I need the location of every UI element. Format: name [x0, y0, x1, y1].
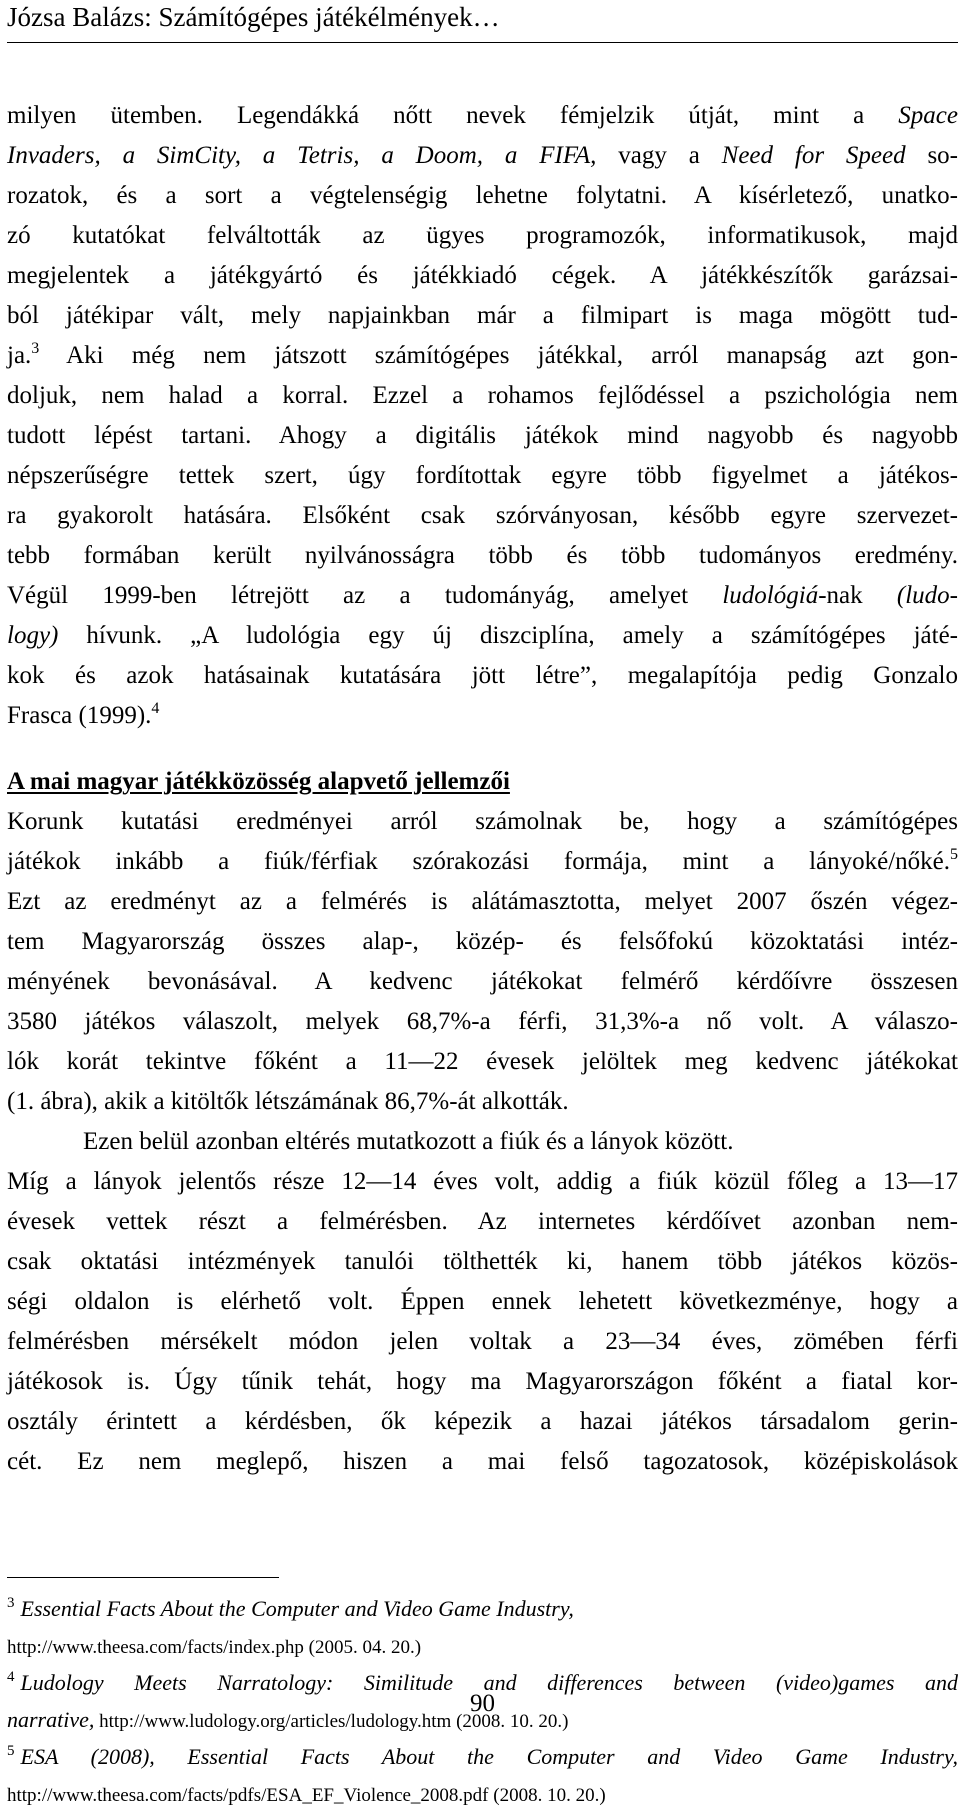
text-line: rozatok, és a sort a végtelenségig lehetne folytatni. A kísérletező, unatko- — [7, 182, 958, 209]
footnote-3 — [7, 1590, 958, 1627]
footnote-ref: 5 — [950, 846, 958, 863]
text-line: cét. Ez nem meglepő, hiszen a mai felső tagozatosok, középiskolások — [7, 1448, 958, 1475]
page-number: 90 — [470, 1690, 495, 1717]
document-page — [7, 0, 958, 1806]
footnote-ref: 3 — [31, 340, 40, 357]
text-line: játékosok is. Úgy tűnik tehát, hogy ma Magyarországon főként a fiatal kor- — [7, 1368, 958, 1395]
footnote-url[interactable]: http://www.theesa.com/facts/index.php (2005. 04. 20.) — [7, 1637, 422, 1658]
text-line: tudott lépést tartani. Ahogy a digitális játékok mind nagyobb és nagyobb — [7, 422, 958, 449]
text-line: ból játékipar vált, mely napjainkban már a filmipart is maga mögött tud- — [7, 302, 958, 329]
footnote-number: 5 — [7, 1743, 15, 1759]
footnote-url[interactable]: http://www.theesa.com/facts/pdfs/ESA_EF_Violence_2008.pdf (2008. 10. 20.) — [7, 1785, 606, 1806]
footnote-title: Essential Facts About the Computer and Video Game Industry, — [20, 1596, 574, 1621]
footnote-title: narrative, — [7, 1707, 95, 1732]
text-line: Frasca (1999).$^4$ — [7, 700, 160, 729]
text-line: ja.$^3$ Aki még nem játszott számítógépes játékkal, arról manapság azt gon- — [7, 340, 958, 369]
text-line: népszerűségre tettek szert, úgy fordítottak egyre több figyelmet a játékos- — [7, 462, 958, 489]
text-line: 3580 játékos válaszolt, melyek 68,7%-a férfi, 31,3%-a nő volt. A válaszo- — [7, 1008, 958, 1035]
footnote-title: ESA (2008), Essential Facts About the Computer and Video Game Industry, — [20, 1744, 958, 1769]
text-line: Végül 1999-ben létrejött az a tudományág, amelyet ludológiá-nak (ludo- — [7, 582, 958, 609]
footnote-number: 4 — [7, 1669, 15, 1685]
game-title: Need for Speed — [721, 142, 906, 169]
text-line: ra gyakorolt hatására. Elsőként csak szórványosan, később egyre szervezet- — [7, 502, 958, 529]
running-header — [7, 0, 958, 43]
text-line: Ezt az eredményt az a felmérés is alátámasztotta, melyet 2007 őszén végez- — [7, 888, 958, 915]
text-line: logy) hívunk. „A ludológia egy új diszciplína, amely a számítógépes játé- — [7, 622, 958, 649]
text-line: évesek vettek részt a felmérésben. Az internetes kérdőívet azonban nem- — [7, 1208, 958, 1235]
footnote-separator — [7, 1577, 279, 1578]
text-line: milyen ütemben. Legendákká nőtt nevek fémjelzik útját, mint a Space — [7, 102, 958, 129]
text-line: ményének bevonásával. A kedvenc játékokat felmérő kérdőívre összesen — [7, 968, 958, 995]
text-line: Invaders, a SimCity, a Tetris, a Doom, a FIFA, vagy a Need for Speed so- — [7, 142, 958, 169]
text-line: osztály érintett a kérdésben, ők képezik a hazai játékos társadalom gerin- — [7, 1408, 958, 1435]
section-heading: A mai magyar játékközösség alapvető jellemzői — [7, 768, 510, 795]
text-line: ségi oldalon is elérhető volt. Éppen ennek lehetett következménye, hogy a — [7, 1288, 958, 1315]
text-line: Ezen belül azonban eltérés mutatkozott a fiúk és a lányok között. — [83, 1128, 734, 1155]
game-title: Space — [898, 102, 958, 129]
paragraph-age-groups — [7, 1122, 958, 1482]
footnote-5 — [7, 1738, 958, 1775]
text-line: csak oktatási intézmények tanulói tölthették ki, hanem több játékos közös- — [7, 1248, 958, 1275]
text-line: zó kutatókat felváltották az ügyes programozók, informatikusok, majd — [7, 222, 958, 249]
text-line: megjelentek a játékgyártó és játékkiadó cégek. A játékkészítők garázsai- — [7, 262, 958, 289]
footnote-3-url — [7, 1627, 958, 1664]
text-line: tem Magyarország összes alap-, közép- és felsőfokú közoktatási intéz- — [7, 928, 958, 955]
text-line: felmérésben mérsékelt módon jelen voltak a 23—34 éves, zömében férfi — [7, 1328, 958, 1355]
footnote-5-url — [7, 1775, 958, 1812]
footnote-title: Ludology Meets Narratology: Similitude and differences between (video)games and — [20, 1670, 958, 1695]
text-line: (1. ábra), akik a kitöltők létszámának 86,7%-át alkották. — [7, 1088, 569, 1115]
footnote-number: 3 — [7, 1595, 15, 1611]
text-line: doljuk, nem halad a korral. Ezzel a rohamos fejlődéssel a pszichológia nem — [7, 382, 958, 409]
running-title: Józsa Balázs: Számítógépes játékélmények… — [7, 2, 500, 32]
text-line: játékok inkább a fiúk/férfiak szórakozási formája, mint a lányoké/nőké.$^5$ — [7, 846, 958, 875]
footnote-ref: 4 — [151, 700, 160, 717]
text-line: Míg a lányok jelentős része 12—14 éves volt, addig a fiúk közül főleg a 13—17 — [7, 1168, 958, 1195]
text-line: Korunk kutatási eredményei arról számolnak be, hogy a számítógépes — [7, 808, 958, 835]
text-line: kok és azok hatásainak kutatására jött létre”, megalapítója pedig Gonzalo — [7, 662, 958, 689]
paragraph-survey — [7, 802, 958, 1122]
body-text — [7, 96, 958, 1482]
game-titles: Invaders, a SimCity, a Tetris, a Doom, a FIFA, — [7, 142, 597, 169]
footnote-url[interactable]: http://www.ludology.org/articles/ludology.htm (2008. 10. 20.) — [94, 1711, 569, 1732]
text-line: tebb formában került nyilvánosságra több és több tudományos eredmény. — [7, 542, 958, 569]
term-ludology: ludológiá — [722, 582, 819, 609]
paragraph-intro — [7, 96, 958, 736]
text-line: lók korát tekintve főként a 11—22 évesek jelöltek meg kedvenc játékokat — [7, 1048, 958, 1075]
